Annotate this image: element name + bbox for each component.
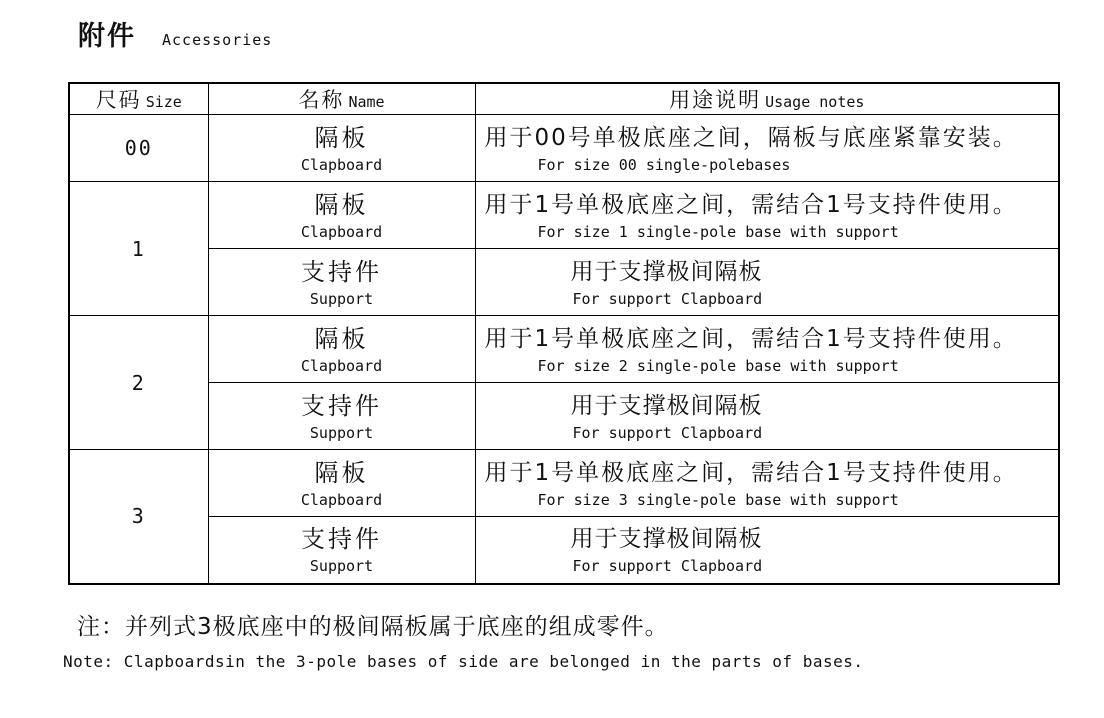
size-cell-2: 2 [69,316,208,450]
header-usage-en: Usage notes [765,93,865,111]
header-usage [475,83,1059,115]
name-zh: 隔板 [314,458,369,487]
header-name-zh: 名称 [298,88,345,112]
footnote [63,608,864,671]
name-en: Support [309,289,374,308]
table-row-size1-support [69,249,1059,316]
table-row-size3-clapboard [69,450,1059,517]
usage-en: For size 2 single-pole base with support [537,356,899,375]
name-en: Support [309,423,374,442]
title-english: Accessories [162,31,273,49]
table-header-row [69,83,1059,115]
size-cell-1: 1 [69,182,208,316]
usage-zh: 用于支撑极间隔板 [570,392,763,419]
header-size-en: Size [145,93,182,111]
table-row-size00-clapboard [69,115,1059,182]
name-zh: 支持件 [301,525,382,554]
usage-en: For support Clapboard [572,289,763,308]
name-zh: 支持件 [301,391,382,420]
header-size-zh: 尺码 [95,88,142,112]
footnote-chinese: 注：并列式3极底座中的极间隔板属于底座的组成零件。 [77,614,669,640]
header-size [69,83,208,115]
footnote-english: Note: Clapboardsin the 3-pole bases of side are belonged in the parts of bases. [63,652,864,671]
name-cell [208,383,475,450]
usage-cell [475,182,1059,249]
name-zh: 隔板 [314,324,369,353]
usage-zh: 用于1号单极底座之间，需结合1号支持件使用。 [484,459,1018,486]
usage-en: For support Clapboard [572,557,763,576]
name-cell [208,316,475,383]
accessories-table [68,82,1060,585]
usage-cell [475,517,1059,584]
usage-en: For support Clapboard [572,423,763,442]
name-cell [208,450,475,517]
usage-cell [475,450,1059,517]
header-usage-zh: 用途说明 [669,88,762,112]
usage-zh: 用于1号单极底座之间，需结合1号支持件使用。 [484,325,1018,352]
header-name [208,83,475,115]
usage-zh: 用于1号单极底座之间，需结合1号支持件使用。 [484,191,1018,218]
name-cell [208,517,475,584]
header-name-en: Name [348,93,385,111]
name-cell [208,115,475,182]
usage-cell [475,316,1059,383]
document-title [78,14,272,53]
title-chinese: 附件 [78,21,136,52]
table-row-size1-clapboard [69,182,1059,249]
usage-cell [475,383,1059,450]
table-row-size2-clapboard [69,316,1059,383]
usage-cell [475,249,1059,316]
name-en: Clapboard [300,222,383,241]
name-zh: 隔板 [314,190,369,219]
table-row-size2-support [69,383,1059,450]
usage-en: For size 00 single-polebases [537,155,791,174]
name-zh: 隔板 [314,123,369,152]
name-en: Clapboard [300,490,383,509]
size-cell-3: 3 [69,450,208,584]
usage-zh: 用于支撑极间隔板 [570,258,763,285]
usage-cell [475,115,1059,182]
usage-zh: 用于支撑极间隔板 [570,526,763,553]
table-row-size3-support [69,517,1059,584]
name-cell [208,249,475,316]
name-zh: 支持件 [301,257,382,286]
name-cell [208,182,475,249]
name-en: Support [309,557,374,576]
usage-zh: 用于00号单极底座之间，隔板与底座紧靠安装。 [484,124,1018,151]
name-en: Clapboard [300,356,383,375]
size-cell-00: 00 [69,115,208,182]
usage-en: For size 1 single-pole base with support [537,222,899,241]
name-en: Clapboard [300,155,383,174]
usage-en: For size 3 single-pole base with support [537,490,899,509]
